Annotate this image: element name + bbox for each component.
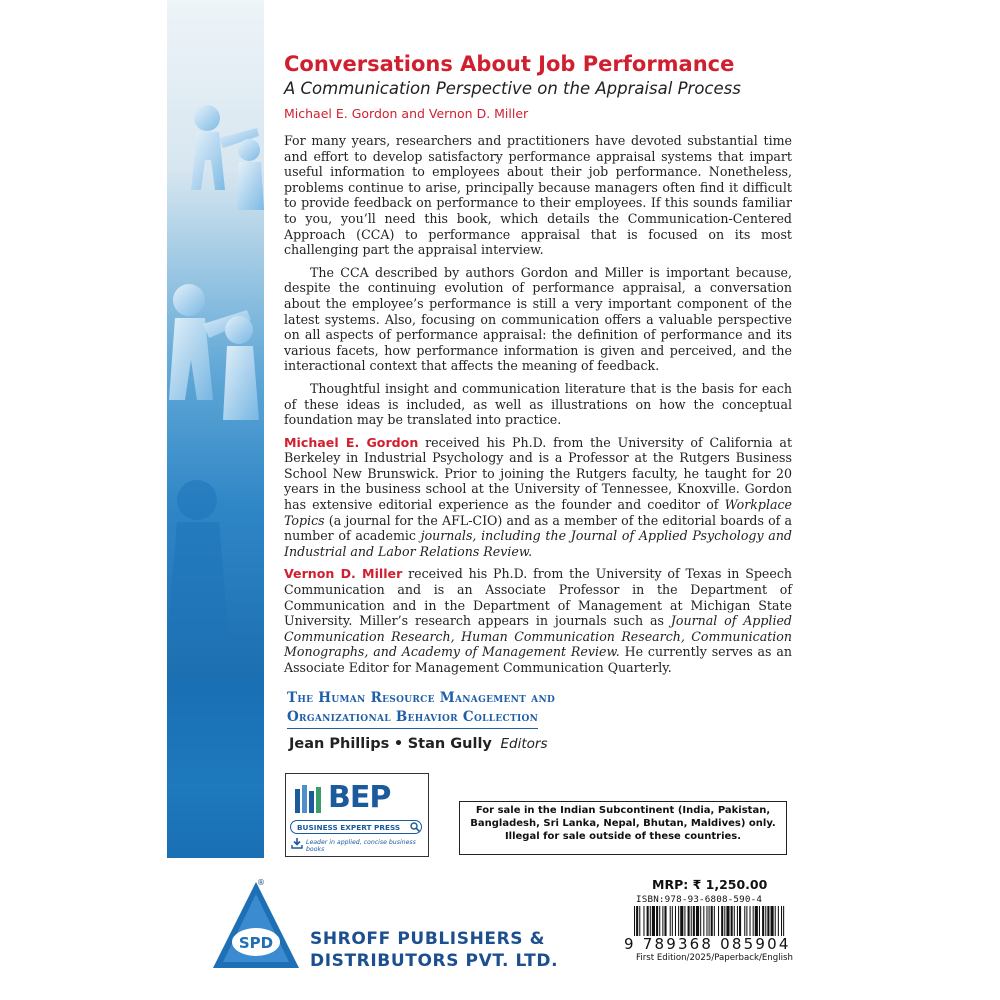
author-name-gordon: Michael E. Gordon [284, 434, 419, 450]
barcode-bar [650, 906, 651, 936]
blurb-text [284, 133, 792, 683]
barcode-bar [680, 906, 683, 936]
download-icon [291, 837, 303, 849]
barcode-bar [750, 906, 751, 936]
barcode-bar [684, 906, 685, 936]
author-name-miller: Vernon D. Miller [284, 566, 403, 582]
magnifier-icon [410, 822, 420, 832]
spd-logo-text: SPD [238, 934, 274, 952]
bep-wordmark: BEP [328, 780, 391, 815]
editor-name-2: Stan Gully [407, 736, 492, 752]
barcode-bar [652, 906, 655, 936]
barcode-bar [696, 906, 699, 936]
bio-miller-text-b: He currently serves as an Associate Editor for Management Communication Quarterly. [284, 644, 792, 675]
barcode-number: 9 789368 085904 [624, 935, 791, 953]
barcode-bar [639, 906, 640, 936]
barcode-bar [659, 906, 660, 936]
barcode-bar [755, 906, 758, 936]
editor-name-1: Jean Phillips [289, 736, 390, 752]
barcode-bar [734, 906, 735, 936]
barcode-bar [688, 906, 690, 936]
barcode-bar [670, 906, 671, 936]
barcode-bar [762, 906, 764, 936]
barcode-bar [771, 906, 774, 936]
barcode-bar [647, 906, 649, 936]
blue-color-band [167, 678, 264, 858]
barcode-bar [746, 906, 747, 936]
barcode-bar [767, 906, 769, 936]
publisher-name-line-1: SHROFF PUBLISHERS & [310, 929, 546, 949]
bep-press-name: BUSINESS EXPERT PRESS [290, 820, 422, 834]
publisher-name-line-2: DISTRIBUTORS PVT. LTD. [310, 951, 559, 971]
barcode-bar [672, 906, 673, 936]
barcode-bar [781, 906, 782, 936]
book-title: Conversations About Job Performance [284, 52, 735, 76]
spd-logo [211, 880, 301, 970]
barcode-bar [744, 906, 745, 936]
barcode-bar [636, 906, 638, 936]
barcode-bar [675, 906, 676, 936]
book-authors: Michael E. Gordon and Vernon D. Miller [284, 106, 529, 121]
barcode-bar [765, 906, 766, 936]
barcode-bar [711, 906, 713, 936]
editors-label: Editors [500, 736, 548, 752]
barcode-bar [724, 906, 725, 936]
bio-gordon-italic-b: journals, including the Journal of Applied Psychology and Industrial and Labor Relations Review. [284, 528, 792, 559]
barcode-bar [693, 906, 695, 936]
barcode-bar [703, 906, 704, 936]
barcode-bar [634, 906, 635, 936]
barcode-bar [706, 906, 707, 936]
barcode-bar [718, 906, 719, 936]
author-bio-miller [284, 566, 792, 675]
cover-photo-paper-chain-people [167, 0, 264, 678]
bio-gordon-text-b: (a journal for the AFL-CIO) and as a member of the editorial boards of a number of academic [284, 512, 792, 544]
barcode-bar [721, 906, 723, 936]
barcode-bar [678, 906, 679, 936]
barcode-bar [778, 906, 779, 936]
bep-tagline: Leader in applied, concise business books [306, 839, 416, 853]
bep-logo [285, 773, 429, 857]
barcode-bar [709, 906, 710, 936]
barcode-bar [700, 906, 701, 936]
edition-info: First Edition/2025/Paperback/English [636, 953, 793, 963]
blurb-paragraph-2: The CCA described by authors Gordon and Miller is important because, despite the continuing evolution of performance appraisal, a conversation about the employee’s performance is still a very important component of the latest systems. Also, focusing on communication offers a valuable perspective on all aspects of performance appraisal: the definition of performance and its various facets, how performance information is given and perceived, and the interactional context that affects the meaning of feedback. [284, 264, 792, 374]
barcode-bar [731, 906, 733, 936]
series-collection-name [287, 689, 627, 729]
barcode-bar [753, 906, 754, 936]
barcode-bar [739, 906, 741, 936]
series-editors [289, 736, 548, 752]
collection-line-2: Organizational Behavior Collection [287, 708, 538, 729]
collection-line-1: The Human Resource Management and [287, 690, 556, 706]
bio-gordon-italic-a: Workplace Topics [284, 497, 792, 528]
books-bars-icon [294, 783, 324, 813]
barcode-bar [643, 906, 644, 936]
barcode-bar [656, 906, 658, 936]
author-bio-gordon [284, 435, 792, 560]
barcode-bar [775, 906, 776, 936]
editor-separator-bullet: • [393, 736, 404, 752]
blurb-paragraph-1: For many years, researchers and practitioners have devoted substantial time and effort to develop satisfactory performance appraisal systems that impart useful information to employees about their job performance. Nonetheless, problems continue to arise, principally because managers often find it difficult to provide feedback on performance to their employees. If this sounds familiar to you, you’ll need this book, which details the Communication-Centered Approach (CCA) to performance appraisal that is focused on its most challenging part the appraisal interview. [284, 133, 792, 258]
bio-miller-text-a: received his Ph.D. from the University of Texas in Speech Communication and is an Associate Professor in the Department of Communication and in the Department of Management at Michigan State University. Miller’s research appears in journals such as [284, 566, 793, 629]
barcode-bar [759, 906, 760, 936]
barcode-bar [714, 906, 715, 936]
barcode-bar [691, 906, 692, 936]
isbn-text: ISBN:978-93-6808-590-4 [636, 894, 763, 905]
barcode-bar [783, 906, 784, 936]
mrp-price: MRP: ₹ 1,250.00 [652, 877, 768, 892]
barcode-bar [726, 906, 729, 936]
barcode-bar [662, 906, 663, 936]
registered-mark: ® [257, 878, 265, 887]
barcode-bar [737, 906, 738, 936]
bio-gordon-text-a: received his Ph.D. from the University of California at Berkeley in Industrial Psychology and is a Professor at the Rutgers Business School New Brunswick. Prior to joining the Rutgers faculty, he taught for 20 years in the business school at the University of Tennessee, Knoxville. Gordon has extensive editorial experience as the founder and coeditor of [284, 434, 792, 513]
publisher-name [310, 928, 558, 972]
bio-miller-italic-a: Journal of Applied Communication Research, Human Communication Research, Communication Monographs, and Academy of Management Review. [284, 613, 792, 660]
blurb-paragraph-3: Thoughtful insight and communication literature that is the basis for each of these ideas is included, as well as illustrations on how the conceptual foundation may be translated into practice. [284, 380, 792, 428]
book-subtitle: A Communication Perspective on the Appraisal Process [284, 79, 741, 98]
barcode-bar [664, 906, 666, 936]
sale-restriction-notice: For sale in the Indian Subcontinent (India, Pakistan, Bangladesh, Sri Lanka, Nepal, Bhutan, Maldives) only. Illegal for sale outside of these countries. [459, 801, 787, 855]
paper-people-illustration [167, 0, 264, 678]
